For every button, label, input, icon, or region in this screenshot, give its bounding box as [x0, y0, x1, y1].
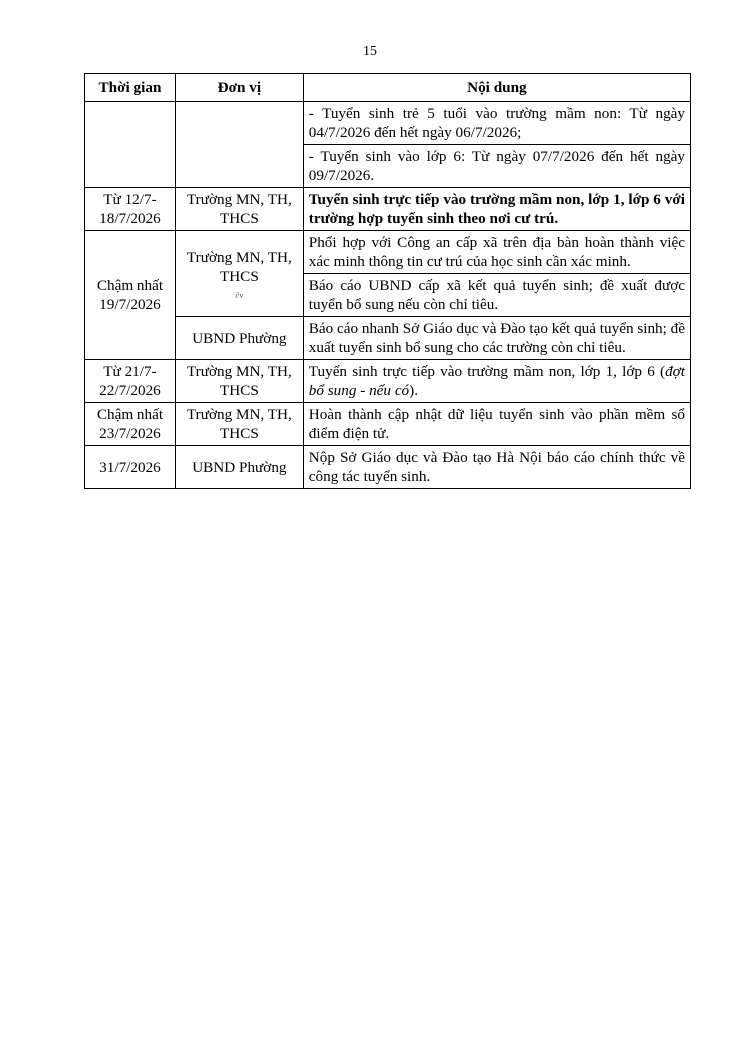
content-cell: Phối hợp với Công an cấp xã trên địa bàn hoàn thành việc xác minh thông tin cư trú của học sinh cần xác minh.: [303, 231, 690, 274]
table-row: [85, 360, 691, 403]
time-cell: Chậm nhất 23/7/2026: [85, 403, 176, 446]
unit-cell: [175, 102, 303, 188]
unit-cell: [175, 231, 303, 317]
time-cell: Từ 12/7- 18/7/2026: [85, 188, 176, 231]
content-cell: - Tuyển sinh trẻ 5 tuổi vào trường mầm non: Từ ngày 04/7/2026 đến hết ngày 06/7/2026;: [303, 102, 690, 145]
unit-cell: UBND Phường: [175, 446, 303, 489]
header-time: Thời gian: [85, 74, 176, 102]
handwritten-mark: ∂v: [235, 290, 244, 300]
unit-cell: Trường MN, TH, THCS: [175, 360, 303, 403]
header-content: Nội dung: [303, 74, 690, 102]
content-cell: - Tuyển sinh vào lớp 6: Từ ngày 07/7/2026 đến hết ngày 09/7/2026.: [303, 145, 690, 188]
content-cell: Báo cáo nhanh Sở Giáo dục và Đào tạo kết quả tuyển sinh; đề xuất tuyển sinh bổ sung cho các trường còn chỉ tiêu.: [303, 317, 690, 360]
time-cell: Chậm nhất 19/7/2026: [85, 231, 176, 360]
admission-schedule-table: [84, 73, 691, 489]
table-row: [85, 231, 691, 274]
content-cell: [303, 360, 690, 403]
content-end-text: ).: [409, 382, 419, 399]
table-header-row: [85, 74, 691, 102]
unit-cell: Trường MN, TH, THCS: [175, 188, 303, 231]
table-row: [85, 188, 691, 231]
content-cell: Hoàn thành cập nhật dữ liệu tuyển sinh vào phần mềm sổ điểm điện tử.: [303, 403, 690, 446]
table-row: [85, 403, 691, 446]
content-cell: Báo cáo UBND cấp xã kết quả tuyển sinh; đề xuất được tuyển bổ sung nếu còn chỉ tiêu.: [303, 274, 690, 317]
time-cell: Từ 21/7- 22/7/2026: [85, 360, 176, 403]
content-italic-text: đợt bổ sung - nếu có: [308, 363, 685, 399]
unit-label: Trường MN, TH, THCS: [186, 248, 292, 285]
content-cell: Tuyển sinh trực tiếp vào trường mầm non, lớp 1, lớp 6 với trường hợp tuyển sinh theo nơi cư trú.: [303, 188, 690, 231]
content-cell: Nộp Sở Giáo dục và Đào tạo Hà Nội báo cáo chính thức về công tác tuyển sinh.: [303, 446, 690, 489]
table-row: [85, 446, 691, 489]
table-row: [85, 317, 691, 360]
page-number: 15: [363, 44, 377, 59]
header-unit: Đơn vị: [175, 74, 303, 102]
table-row: [85, 102, 691, 145]
unit-cell: Trường MN, TH, THCS: [175, 403, 303, 446]
time-cell: [85, 102, 176, 188]
time-cell: 31/7/2026: [85, 446, 176, 489]
content-main-text: Tuyển sinh trực tiếp vào trường mầm non, lớp 1, lớp 6 (: [308, 363, 666, 380]
unit-cell: UBND Phường: [175, 317, 303, 360]
